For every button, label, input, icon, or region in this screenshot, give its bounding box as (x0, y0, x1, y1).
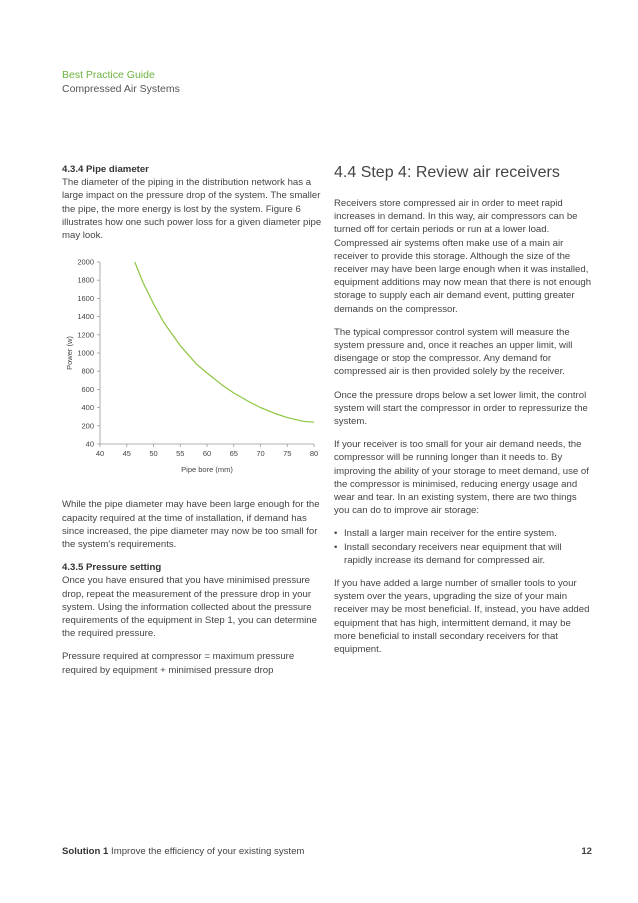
y-tick-label: 200 (81, 421, 94, 431)
y-tick-label: 40 (85, 439, 94, 449)
x-axis-label: Pipe bore (mm) (181, 465, 233, 475)
series-line (135, 262, 314, 422)
x-tick-label: 60 (202, 449, 212, 459)
x-tick-label: 65 (229, 449, 238, 459)
section-434-body: The diameter of the piping in the distribution network has a large impact on the pressure drop of the system. The smaller the pipe, the more energy is lost by the system. Figure 6 illustrates how one such power loss for a given diameter pipe may look. (62, 177, 322, 242)
left-column (62, 163, 324, 687)
page-header (62, 68, 180, 96)
receivers-para-3: Once the pressure drops below a set lower limit, the control system will start the compressor in order to repressurize the system. (334, 389, 588, 428)
list-item: • Install secondary receivers near equipment that will rapidly increase its demand for compressed air. (334, 541, 562, 566)
x-tick-label: 50 (149, 449, 158, 459)
section-434-title: 4.3.4 Pipe diameter (62, 164, 149, 175)
y-axis-label: Power (w) (65, 336, 74, 371)
list-item: • Install a larger main receiver for the entire system. (334, 528, 557, 540)
pipe-diameter-followup: While the pipe diameter may have been large enough for the capacity required at the time of installation, if demand has since increased, the pipe diameter may now be too small for the system's requirements. (62, 499, 320, 551)
solution-text: Improve the efficiency of your existing system (111, 846, 305, 857)
pressure-formula: Pressure required at compressor = maximum pressure required by equipment + minimised pressure drop (62, 651, 295, 676)
improvement-list (334, 527, 592, 567)
right-column (334, 163, 592, 666)
x-tick-label: 55 (176, 449, 185, 459)
chart-svg (62, 254, 324, 478)
receivers-para-1: Receivers store compressed air in order to meet rapid increases in demand. In this way, air compressors can be turned off for certain periods or run at a lower load. Compressed air systems often make use of a main air receiver to provide this storage. Although the size of the receiver may have been large enough when it was installed, equipment additions may now mean that there is not enough storage to supply each air demand event, putting greater demands on the compressor. (334, 198, 592, 315)
bullet: • (334, 528, 338, 540)
x-tick-label: 80 (309, 449, 319, 459)
x-tick-label: 45 (122, 449, 131, 459)
x-tick-label: 70 (256, 449, 265, 459)
bullet: • (334, 541, 338, 553)
y-tick-label: 600 (81, 385, 94, 395)
y-tick-label: 2000 (77, 257, 94, 267)
section-44-title: 4.4 Step 4: Review air receivers (334, 164, 560, 181)
pipe-bore-chart (62, 254, 324, 482)
section-435-body: Once you have ensured that you have minimised pressure drop, repeat the measurement of the pressure drop in your system. Using the information collected about the pressure requirements of the equipment in Step 1, you can determine the required pressure. (62, 575, 317, 640)
section-435-title: 4.3.5 Pressure setting (62, 562, 162, 574)
y-tick-label: 1000 (77, 348, 94, 358)
guide-subtitle: Compressed Air Systems (62, 83, 180, 95)
page-footer (62, 846, 592, 857)
y-tick-label: 1400 (77, 312, 94, 322)
x-tick-label: 75 (283, 449, 292, 459)
y-tick-label: 1800 (77, 275, 94, 285)
y-tick-label: 1600 (77, 294, 94, 304)
y-tick-label: 800 (81, 366, 94, 376)
y-tick-label: 400 (81, 403, 94, 413)
guide-title: Best Practice Guide (62, 69, 155, 81)
receivers-para-5: If you have added a large number of smaller tools to your system over the years, upgrading the size of your main receiver may be most beneficial. If, instead, you have added equipment that has high, intermittent demand, it may be more beneficial to install secondary receivers for that equipment. (334, 578, 590, 656)
page-number: 12 (581, 846, 592, 857)
x-tick-label: 40 (95, 449, 105, 459)
solution-label: Solution 1 (62, 846, 109, 857)
receivers-para-2: The typical compressor control system will measure the system pressure and, once it reaches an upper limit, will disengage or stop the compressor. Any demand for compressed air is then provided solely by the receiver. (334, 326, 573, 378)
receivers-para-4: If your receiver is too small for your air demand needs, the compressor will be running longer than it needs to. By improving the ability of your storage to meet demand, use of the compressor is minimised, reducing energy usage and wear and tear. In an existing system, there are two things you can do to improve air storage: (334, 439, 589, 517)
y-tick-label: 1200 (77, 330, 94, 340)
